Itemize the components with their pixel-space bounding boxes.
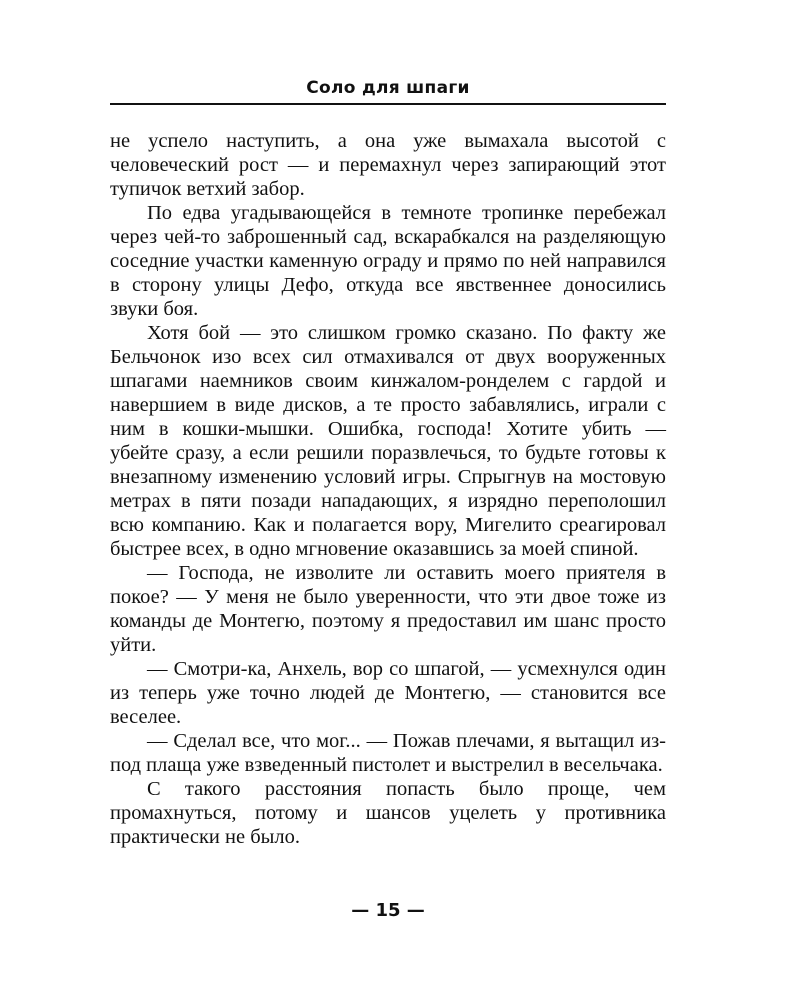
paragraph: С такого расстояния попасть было проще, чем промахнуться, потому и шансов уцелеть у противника практически не было. — [110, 778, 666, 848]
paragraph: — Господа, не изволите ли оставить моего приятеля в покое? — У меня не было уверенности, что эти двое тоже из команды де Монтегю, поэтому я предоставил им шанс просто уйти. — [110, 562, 666, 656]
paragraph: — Смотри-ка, Анхель, вор со шпагой, — усмехнулся один из теперь уже точно людей де Монтегю, — становится все веселее. — [110, 658, 666, 728]
paragraph: Хотя бой — это слишком громко сказано. По факту же Бельчонок изо всех сил отмахивался от двух вооруженных шпагами наемников своим кинжалом-ронделем с гардой и навершием в виде дисков, а те просто забавлялись, играли с ним в кошки-мышки. Ошибка, господа! Хотите убить — убейте сразу, а если решили поразвлечься, то будьте готовы к внезапному изменению условий игры. Спрыгнув на мостовую метрах в пяти позади нападающих, я изрядно переполошил всю компанию. Как и полагается вору, Мигелито среагировал быстрее всех, в одно мгновение оказавшись за моей спиной. — [110, 322, 666, 560]
running-header: Соло для шпаги — [306, 78, 470, 98]
main-text — [110, 129, 666, 849]
paragraph: не успело наступить, а она уже вымахала высотой с человеческий рост — и перемахнул через запирающий этот тупичок ветхий забор. — [110, 130, 666, 200]
header-rule — [110, 103, 666, 105]
page-number: — 15 — — [351, 900, 425, 921]
paragraph: По едва угадывающейся в темноте тропинке перебежал через чей-то заброшенный сад, вскарабкался на разделяющую соседние участки каменную ограду и прямо по ней направился в сторону улицы Дефо, откуда все явственнее доносились звуки боя. — [110, 202, 666, 320]
paragraph: — Сделал все, что мог... — Пожав плечами, я вытащил из-под плаща уже взведенный пистолет и выстрелил в весельчака. — [110, 730, 666, 776]
